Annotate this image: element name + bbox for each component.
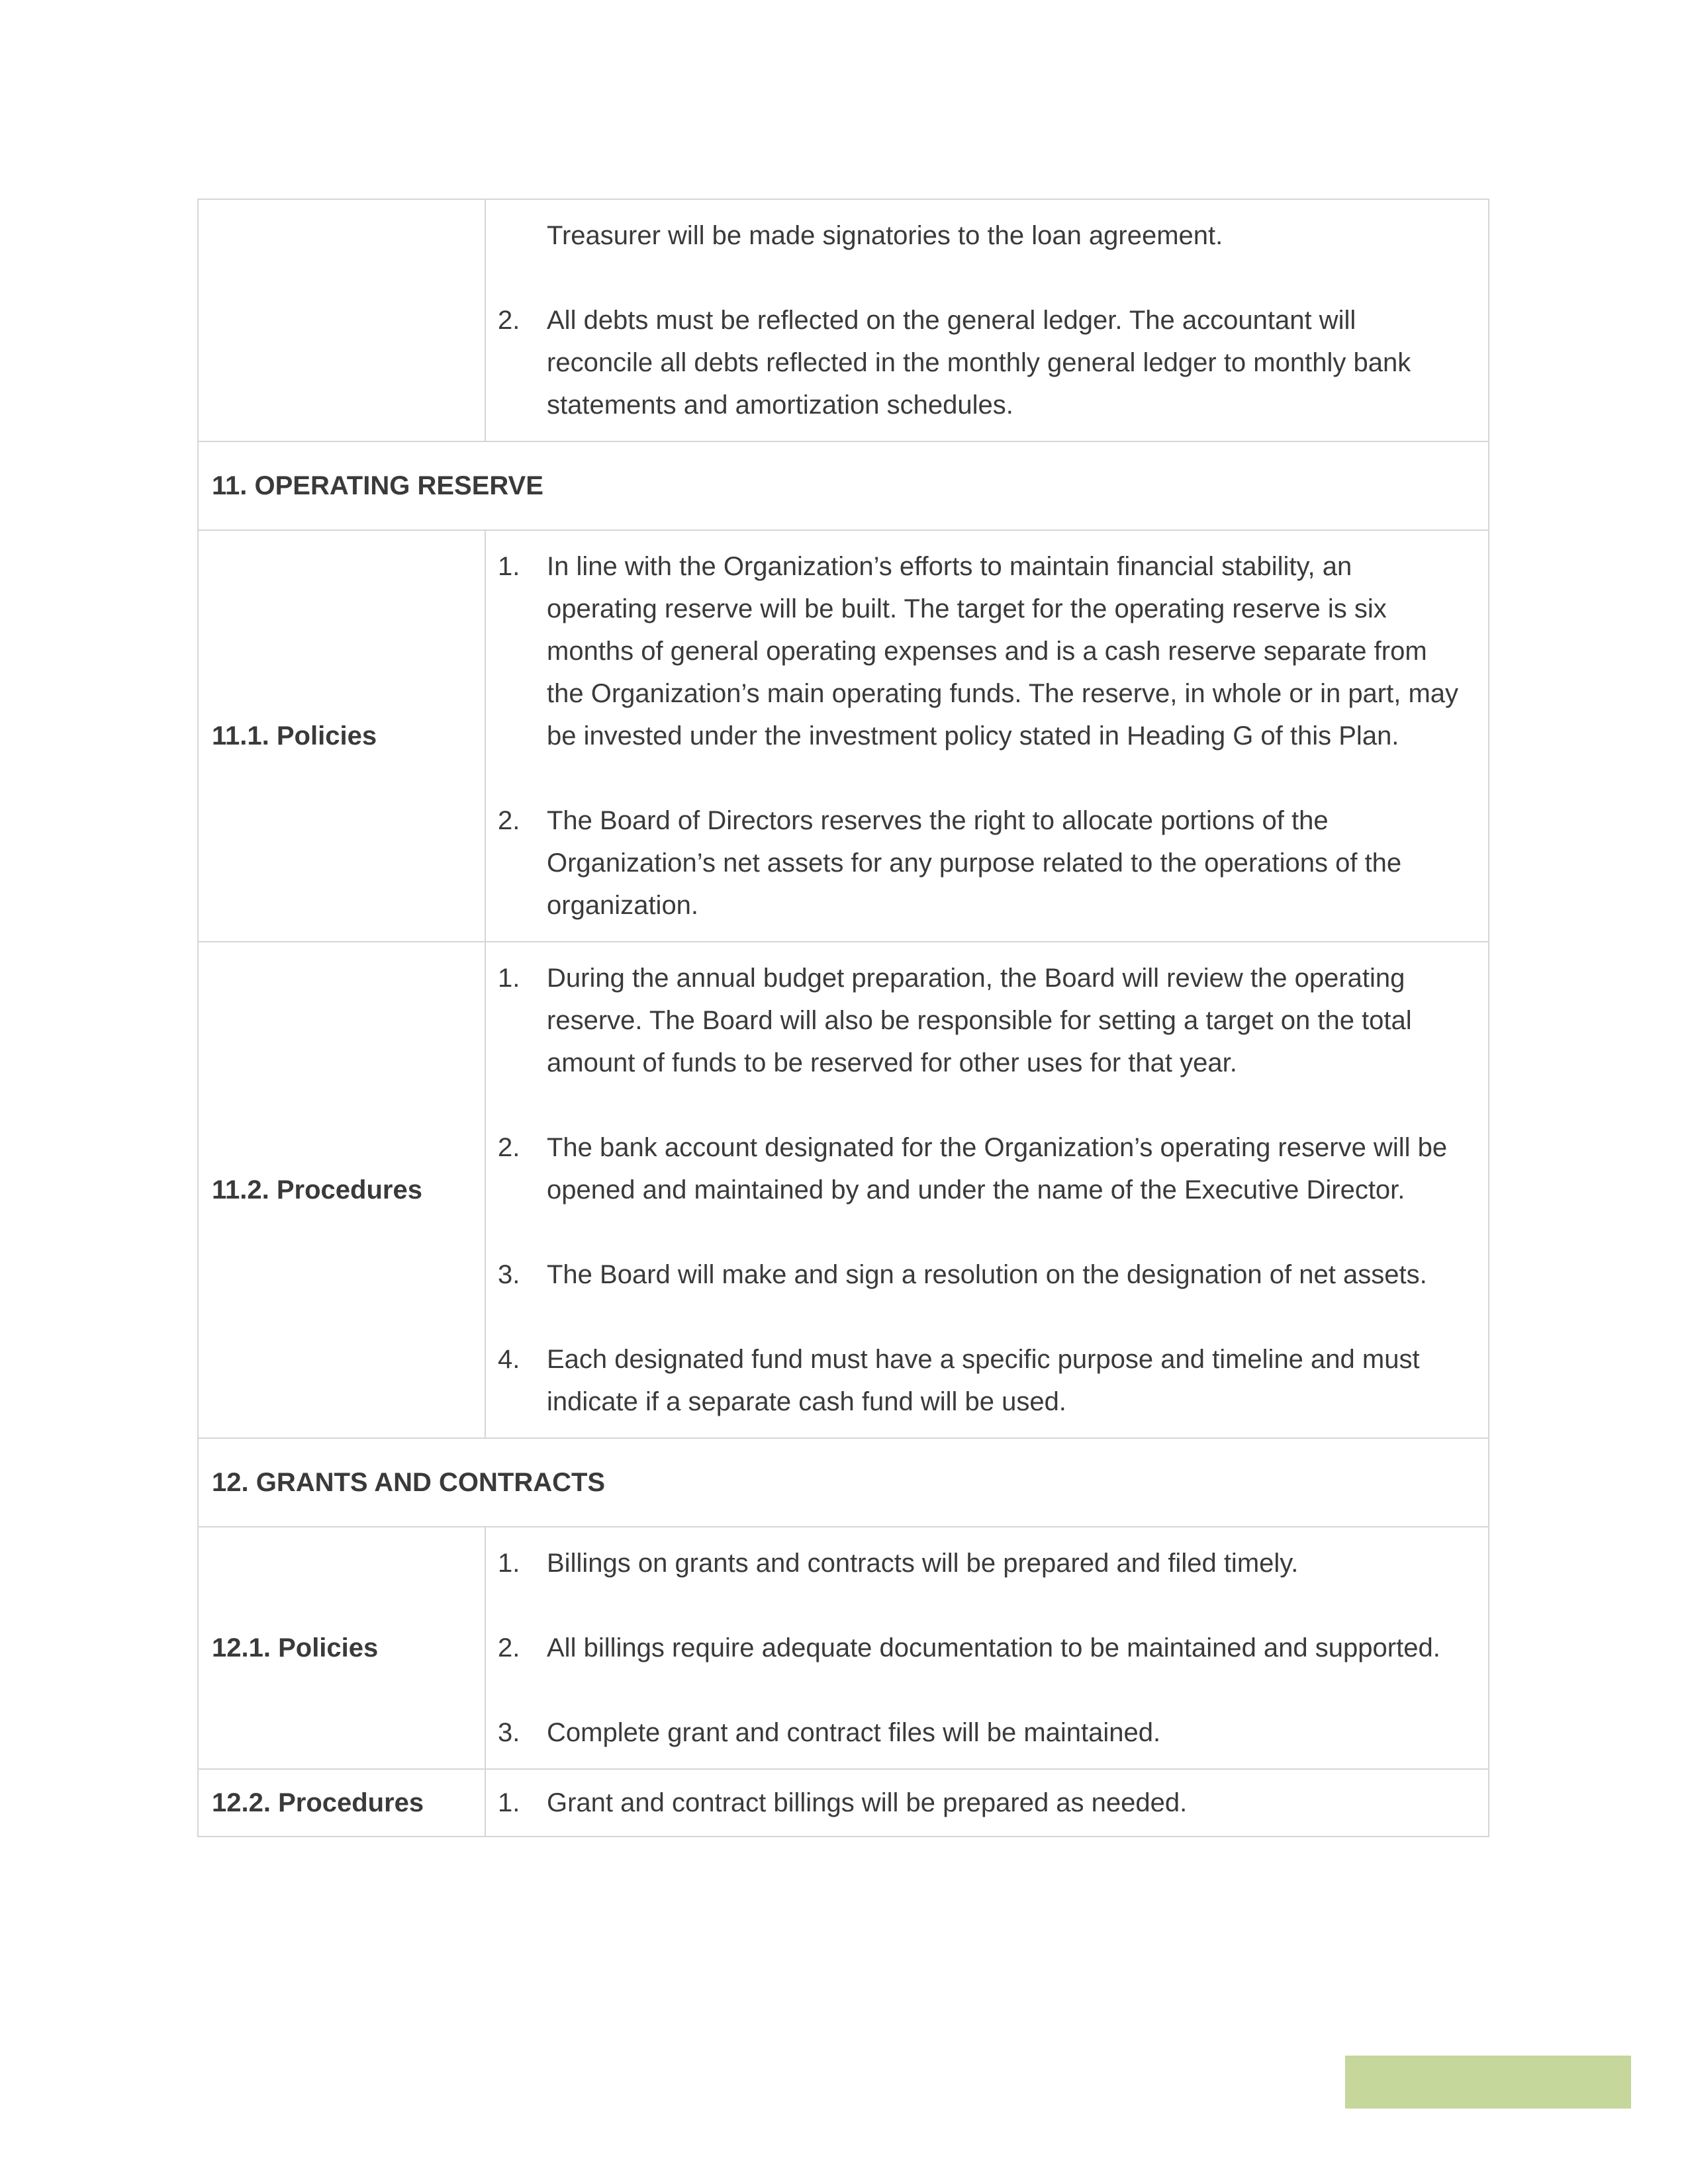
item-number: 2. <box>498 1133 520 1162</box>
numbered-list <box>486 545 1462 927</box>
list-item <box>486 1782 1462 1824</box>
content-cell <box>485 1769 1489 1837</box>
item-text: The bank account designated for the Organization’s operating reserve will be opened and maintained by and under the name of the Executive Director. <box>547 1133 1448 1205</box>
empty-label-cell <box>198 199 485 441</box>
item-number: 2. <box>498 806 520 835</box>
section-title: 11. OPERATING RESERVE <box>198 441 1489 530</box>
item-number: 2. <box>498 306 520 335</box>
list-item <box>486 1253 1462 1296</box>
numbered-list <box>486 957 1462 1423</box>
policy-table <box>197 199 1489 1837</box>
table-row <box>198 942 1489 1438</box>
list-item <box>486 957 1462 1084</box>
item-text: Each designated fund must have a specific purpose and timeline and must indicate if a separate cash fund will be used. <box>547 1345 1420 1416</box>
item-number: 1. <box>498 1549 520 1578</box>
item-text: Billings on grants and contracts will be prepared and filed timely. <box>547 1549 1299 1578</box>
item-text: Complete grant and contract files will be maintained. <box>547 1718 1161 1747</box>
list-item <box>486 799 1462 927</box>
item-text: The Board of Directors reserves the right to allocate portions of the Organization’s net assets for any purpose related to the operations of the organization. <box>547 806 1402 920</box>
item-text: In line with the Organization’s efforts to maintain financial stability, an operating reserve will be built. The target for the operating reserve is six months of general operating expenses and is a cash reserve separate from the Organization’s main operating funds. The reserve, in whole or in part, may be invested under the investment policy stated in Heading G of this Plan. <box>547 552 1459 751</box>
table-row <box>198 199 1489 441</box>
footer-accent-bar <box>1345 2056 1631 2109</box>
list-item <box>486 545 1462 757</box>
row-label: 11.1. Policies <box>198 530 485 942</box>
item-number: 3. <box>498 1260 520 1289</box>
list-item <box>486 1711 1462 1754</box>
section-heading-row <box>198 441 1489 530</box>
table-row <box>198 530 1489 942</box>
list-item <box>486 1126 1462 1211</box>
item-text: Grant and contract billings will be prepared as needed. <box>547 1788 1188 1817</box>
item-text: The Board will make and sign a resolution on the designation of net assets. <box>547 1260 1427 1289</box>
numbered-list <box>486 299 1462 426</box>
content-cell <box>485 942 1489 1438</box>
section-heading-row <box>198 1438 1489 1527</box>
list-item <box>486 1338 1462 1423</box>
numbered-list <box>486 1782 1462 1824</box>
item-text: All billings require adequate documentation to be maintained and supported. <box>547 1633 1440 1662</box>
item-text: During the annual budget preparation, the Board will review the operating reserve. The Board will also be responsible for setting a target on the total amount of funds to be reserved for other uses for that year. <box>547 964 1412 1077</box>
row-label: 12.2. Procedures <box>198 1769 485 1837</box>
item-number: 2. <box>498 1633 520 1662</box>
table-row <box>198 1769 1489 1837</box>
row-label: 12.1. Policies <box>198 1527 485 1769</box>
section-title: 12. GRANTS AND CONTRACTS <box>198 1438 1489 1527</box>
list-item <box>486 1542 1462 1584</box>
table-row <box>198 1527 1489 1769</box>
numbered-list <box>486 1542 1462 1754</box>
item-number: 3. <box>498 1718 520 1747</box>
continued-text: Treasurer will be made signatories to the loan agreement. <box>547 221 1223 250</box>
row-label: 11.2. Procedures <box>198 942 485 1438</box>
content-cell <box>485 199 1489 441</box>
content-cell <box>485 530 1489 942</box>
list-item <box>486 1627 1462 1669</box>
content-cell <box>485 1527 1489 1769</box>
item-number: 1. <box>498 1788 520 1817</box>
item-number: 1. <box>498 552 520 581</box>
item-text: All debts must be reflected on the general ledger. The accountant will reconcile all debts reflected in the monthly general ledger to monthly bank statements and amortization schedules. <box>547 306 1411 420</box>
item-number: 4. <box>498 1345 520 1374</box>
item-number: 1. <box>498 964 520 993</box>
list-item <box>486 299 1462 426</box>
